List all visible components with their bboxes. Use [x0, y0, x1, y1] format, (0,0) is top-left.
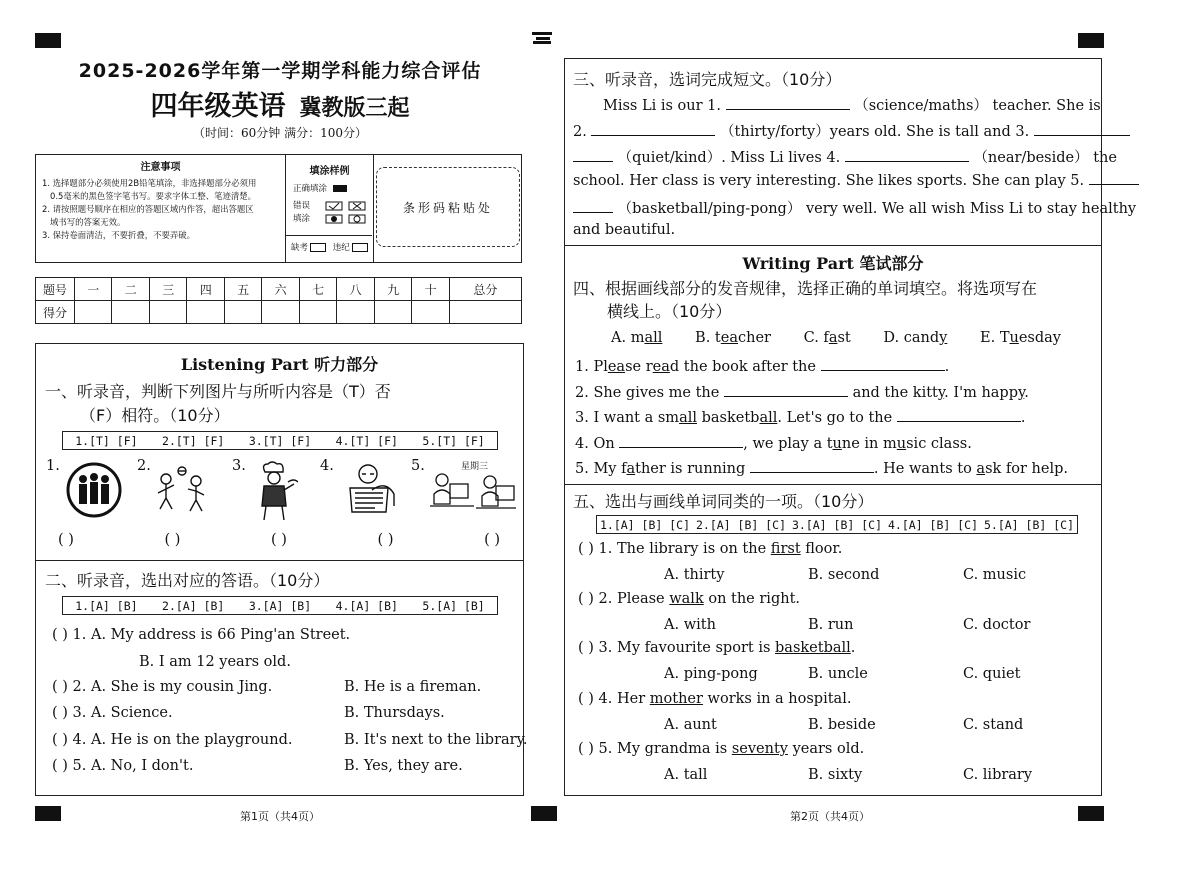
absent-label: 缺考: [291, 243, 309, 253]
choice-hint: （near/beside）: [973, 150, 1089, 166]
score-cell[interactable]: [449, 301, 521, 324]
part3-line-6: and beautiful.: [573, 222, 676, 238]
option-a: 4. A. He is on the playground.: [72, 732, 293, 748]
score-header-cell: 六: [262, 278, 299, 301]
passage-text: very well. We all wish Miss Li to stay healthy: [805, 201, 1137, 217]
blank-3-cont[interactable]: [573, 149, 613, 162]
part2-question-5: [52, 758, 193, 774]
picture-number: 1.: [46, 458, 60, 474]
answer-paren[interactable]: ( ): [52, 732, 68, 748]
picture-number: 3.: [232, 458, 246, 474]
option-a: A. thirty: [664, 567, 725, 583]
word-option: C. fast: [803, 330, 851, 346]
registration-mark-top-left: [35, 33, 61, 48]
part5-item-2: ( ) 2. Please walk on the right.: [578, 591, 801, 607]
wednesday-caption: 星期三: [461, 462, 489, 472]
option-a: A. ping-pong: [664, 666, 758, 682]
part1-heading-cont: （F）相符。（10分）: [80, 406, 230, 425]
score-cell[interactable]: [299, 301, 336, 324]
part2-question-4: [52, 732, 293, 748]
score-cell[interactable]: [149, 301, 186, 324]
answer-option[interactable]: 2.[T] [F]: [162, 433, 225, 448]
option-b: B. run: [808, 617, 854, 633]
page1-footer: 第1页（共4页）: [240, 810, 320, 823]
answer-paren[interactable]: ( ): [578, 640, 594, 656]
score-table-header: [36, 278, 522, 301]
notice-item: 1. 选择题部分必须使用2B铅笔填涂，非选择题部分必须用: [42, 178, 257, 188]
score-cell[interactable]: [75, 301, 112, 324]
answer-paren[interactable]: ( ): [484, 532, 500, 548]
notice-item: 3. 保持卷面清洁，不要折叠，不要弄破。: [42, 230, 196, 240]
fill-blank[interactable]: [750, 460, 874, 473]
option-a: A. aunt: [664, 717, 717, 733]
part5-heading: 五、选出与画线单词同类的一项。（10分）: [573, 492, 874, 511]
part4-sentence-3: 3. I want a small basketball. Let's go to the .: [575, 410, 1026, 426]
edition-name: 冀教版三起: [299, 95, 410, 121]
score-cell[interactable]: [337, 301, 374, 324]
score-table-row: [36, 301, 522, 324]
subject-title: [35, 84, 525, 123]
answer-option[interactable]: 5.[A] [B]: [422, 598, 485, 613]
option-b: B. sixty: [808, 767, 863, 783]
answer-paren[interactable]: ( ): [58, 532, 74, 548]
divider: [564, 484, 1102, 485]
wrong-fill-label: 错误: [293, 201, 311, 211]
option-c: C. music: [963, 567, 1027, 583]
part5-item-4: ( ) 4. Her mother works in a hospital.: [578, 691, 852, 707]
dot-circle-sample-icon: [325, 214, 369, 224]
option-c: C. library: [963, 767, 1033, 783]
answer-option[interactable]: 1.[T] [F]: [75, 433, 138, 448]
score-cell[interactable]: [224, 301, 261, 324]
answer-paren[interactable]: ( ): [578, 691, 594, 707]
score-header-cell: 二: [112, 278, 149, 301]
correct-fill-label: 正确填涂: [293, 184, 328, 194]
notice-title: 注意事项: [140, 162, 181, 173]
divider: [35, 560, 524, 561]
score-header-cell: 一: [75, 278, 112, 301]
part4-sentence-5: 5. My father is running . He wants to ask for help.: [575, 461, 1068, 477]
picture-number: 4.: [320, 458, 334, 474]
score-cell[interactable]: [374, 301, 411, 324]
part1-parentheses: [58, 532, 500, 548]
part4-sentence-4: 4. On , we play a tune in music class.: [575, 436, 972, 452]
violation-checkbox[interactable]: [352, 243, 368, 252]
answer-paren[interactable]: ( ): [164, 532, 181, 548]
registration-mark-bottom-center: [531, 806, 557, 821]
subject-name: 四年级英语: [150, 91, 286, 122]
answer-paren[interactable]: ( ): [377, 532, 394, 548]
passage-text: teacher. She is: [992, 98, 1101, 114]
writing-title: Writing Part 笔试部分: [742, 254, 924, 273]
blank-1[interactable]: [726, 97, 850, 110]
computer-class-icon: [428, 470, 516, 518]
score-cell[interactable]: [187, 301, 224, 324]
part4-heading-cont: 横线上。（10分）: [607, 302, 732, 321]
option-b: B. second: [808, 567, 880, 583]
score-header-cell: 八: [337, 278, 374, 301]
score-header-cell: 九: [374, 278, 411, 301]
part4-sentence-1: 1. Please read the book after the .: [575, 359, 950, 375]
option-b: B. Yes, they are.: [344, 758, 463, 774]
wrong-fill-label-2: 填涂: [293, 214, 311, 224]
picture-number: 5.: [411, 458, 425, 474]
fill-blank[interactable]: [724, 384, 848, 397]
absent-checkbox[interactable]: [310, 243, 326, 252]
notice-box: [35, 154, 522, 263]
answer-paren[interactable]: ( ): [52, 705, 68, 721]
score-cell[interactable]: [412, 301, 449, 324]
option-a: A. tall: [664, 767, 708, 783]
answer-paren[interactable]: ( ): [52, 627, 68, 643]
answer-option[interactable]: 5.[T] [F]: [422, 433, 485, 448]
part1-heading: 一、听录音，判断下列图片与所听内容是（T）否: [45, 382, 391, 401]
score-header-cell: 七: [299, 278, 336, 301]
answer-option[interactable]: 4.[A] [B] [C]: [887, 517, 978, 532]
answer-paren[interactable]: ( ): [52, 679, 68, 695]
divider: [564, 245, 1102, 246]
answer-option[interactable]: 2.[A] [B]: [162, 598, 225, 613]
blank-3[interactable]: [1034, 123, 1130, 136]
part5-item-1: ( ) 1. The library is on the first floor.: [578, 541, 843, 557]
word-option: A. mall: [611, 330, 663, 346]
fill-blank[interactable]: [897, 409, 1021, 422]
part4-sentence-2: 2. She gives me the and the kitty. I'm happy.: [575, 385, 1029, 401]
score-table: [35, 277, 522, 324]
passage-text: the: [1093, 150, 1117, 166]
queue-people-icon: [66, 462, 122, 518]
part3-line-4: [573, 172, 1139, 189]
blank-4[interactable]: [845, 149, 969, 162]
barcode-area: 条形码粘贴处: [376, 167, 520, 247]
option-a: 1. A. My address is 66 Ping'an Street.: [72, 627, 351, 643]
registration-mark-bottom-left: [35, 806, 61, 821]
score-header-cell: 十: [412, 278, 449, 301]
part4-heading: 四、根据画线部分的发音规律，选择正确的单词填空。将选项写在: [573, 279, 1038, 298]
option-b: B. beside: [808, 717, 876, 733]
passage-text: school. Her class is very interesting. She likes sports. She can play 5.: [573, 173, 1085, 189]
score-cell[interactable]: [262, 301, 299, 324]
part5-item-5: ( ) 5. My grandma is seventy years old.: [578, 741, 865, 757]
passage-text: （thirty/forty）years old. She is tall and 3.: [720, 124, 1030, 140]
score-header-cell: 总分: [449, 278, 521, 301]
word-option: B. teacher: [695, 330, 771, 346]
passage-text: 2.: [573, 124, 587, 140]
part3-line-3: [573, 146, 1117, 167]
listening-title: Listening Part 听力部分: [180, 355, 379, 374]
answer-option[interactable]: 4.[T] [F]: [335, 433, 398, 448]
part2-answer-strip: [62, 596, 498, 615]
option-b: B. He is a fireman.: [344, 679, 482, 695]
option-b: B. It's next to the library.: [344, 732, 528, 748]
part5-item-3: ( ) 3. My favourite sport is basketball.: [578, 640, 856, 656]
answer-paren[interactable]: ( ): [578, 591, 594, 607]
answer-option[interactable]: 4.[A] [B]: [335, 598, 398, 613]
fill-sample: [286, 155, 374, 262]
answer-option[interactable]: 2.[A] [B] [C]: [695, 517, 786, 532]
option-c: C. stand: [963, 717, 1024, 733]
score-header-cell: 题号: [36, 278, 75, 301]
part5-answer-strip: [596, 515, 1078, 534]
registration-mark-top-right: [1078, 33, 1104, 48]
score-cell[interactable]: [112, 301, 149, 324]
part2-question-1: [52, 627, 350, 643]
blank-2[interactable]: [591, 123, 715, 136]
time-info: （时间：60分钟 满分：100分）: [193, 126, 367, 140]
answer-option[interactable]: 3.[A] [B]: [248, 598, 312, 613]
passage-text: （quiet/kind）. Miss Li lives 4.: [617, 150, 841, 166]
answer-option[interactable]: 1.[A] [B]: [75, 598, 138, 613]
blank-5-cont[interactable]: [573, 200, 613, 213]
page2-footer: 第2页（共4页）: [790, 810, 870, 823]
correct-fill-icon: [333, 185, 347, 192]
part3-line-5: [573, 197, 1136, 218]
answer-paren[interactable]: ( ): [578, 541, 594, 557]
option-b: B. uncle: [808, 666, 868, 682]
choice-hint: （basketball/ping-pong）: [617, 201, 802, 217]
check-cross-sample-icon: [325, 201, 369, 211]
option-a: 2. A. She is my cousin Jing.: [72, 679, 273, 695]
picture-number: 2.: [137, 458, 151, 474]
notice-item: 0.5毫米的黑色签字笔书写。要求字体工整、笔迹清楚。: [50, 191, 256, 201]
option-b: B. Thursdays.: [344, 705, 445, 721]
score-row-label: 得分: [36, 301, 75, 324]
option-a: A. with: [664, 617, 716, 633]
kids-playing-ball-icon: [152, 463, 214, 521]
fill-blank[interactable]: [619, 435, 743, 448]
part1-answer-strip: [62, 431, 498, 450]
score-header-cell: 四: [187, 278, 224, 301]
part4-options: [611, 330, 1061, 346]
chef-icon: [252, 460, 298, 522]
notice-item: 域书写的答案无效。: [50, 217, 126, 227]
top-center-mark-icon: [530, 30, 554, 46]
exam-title: 2025-2026学年第一学期学科能力综合评估: [78, 60, 482, 82]
blank-5[interactable]: [1089, 172, 1139, 185]
answer-option[interactable]: 3.[A] [B] [C]: [791, 517, 882, 532]
notice-instructions: [36, 155, 286, 262]
part2-question-3: [52, 705, 173, 721]
part2-heading: 二、听录音，选出对应的答语。（10分）: [45, 571, 330, 590]
option-a: 3. A. Science.: [72, 705, 173, 721]
fill-blank[interactable]: [821, 358, 945, 371]
answer-paren[interactable]: ( ): [271, 532, 287, 548]
answer-paren[interactable]: ( ): [52, 758, 68, 774]
word-option: E. Tuesday: [980, 330, 1061, 346]
score-header-cell: 五: [224, 278, 261, 301]
reading-newspaper-icon: [342, 460, 400, 518]
part2-question-2: [52, 679, 272, 695]
registration-mark-bottom-right: [1078, 806, 1104, 821]
part3-heading: 三、听录音，选词完成短文。（10分）: [573, 70, 842, 89]
part2-question-1-b: B. I am 12 years old.: [139, 654, 291, 670]
answer-paren[interactable]: ( ): [578, 741, 594, 757]
option-c: C. doctor: [963, 617, 1031, 633]
choice-hint: （science/maths）: [854, 98, 988, 114]
option-c: C. quiet: [963, 666, 1021, 682]
answer-option[interactable]: 1.[A] [B] [C]: [599, 517, 690, 532]
answer-option[interactable]: 5.[A] [B] [C]: [983, 517, 1074, 532]
fill-sample-title: 填涂样例: [309, 166, 350, 177]
part3-line-2: [573, 120, 1130, 141]
right-page-frame: [564, 58, 1102, 796]
word-option: D. candy: [883, 330, 948, 346]
score-header-cell: 三: [149, 278, 186, 301]
option-a: 5. A. No, I don't.: [72, 758, 194, 774]
part3-line-1: [603, 94, 1101, 115]
answer-option[interactable]: 3.[T] [F]: [248, 433, 312, 448]
passage-text: Miss Li is our 1.: [603, 98, 721, 114]
notice-item: 2. 请按照题号顺序在相应的答题区域内作答，超出答题区: [42, 204, 254, 214]
violation-label: 违纪: [332, 243, 350, 253]
